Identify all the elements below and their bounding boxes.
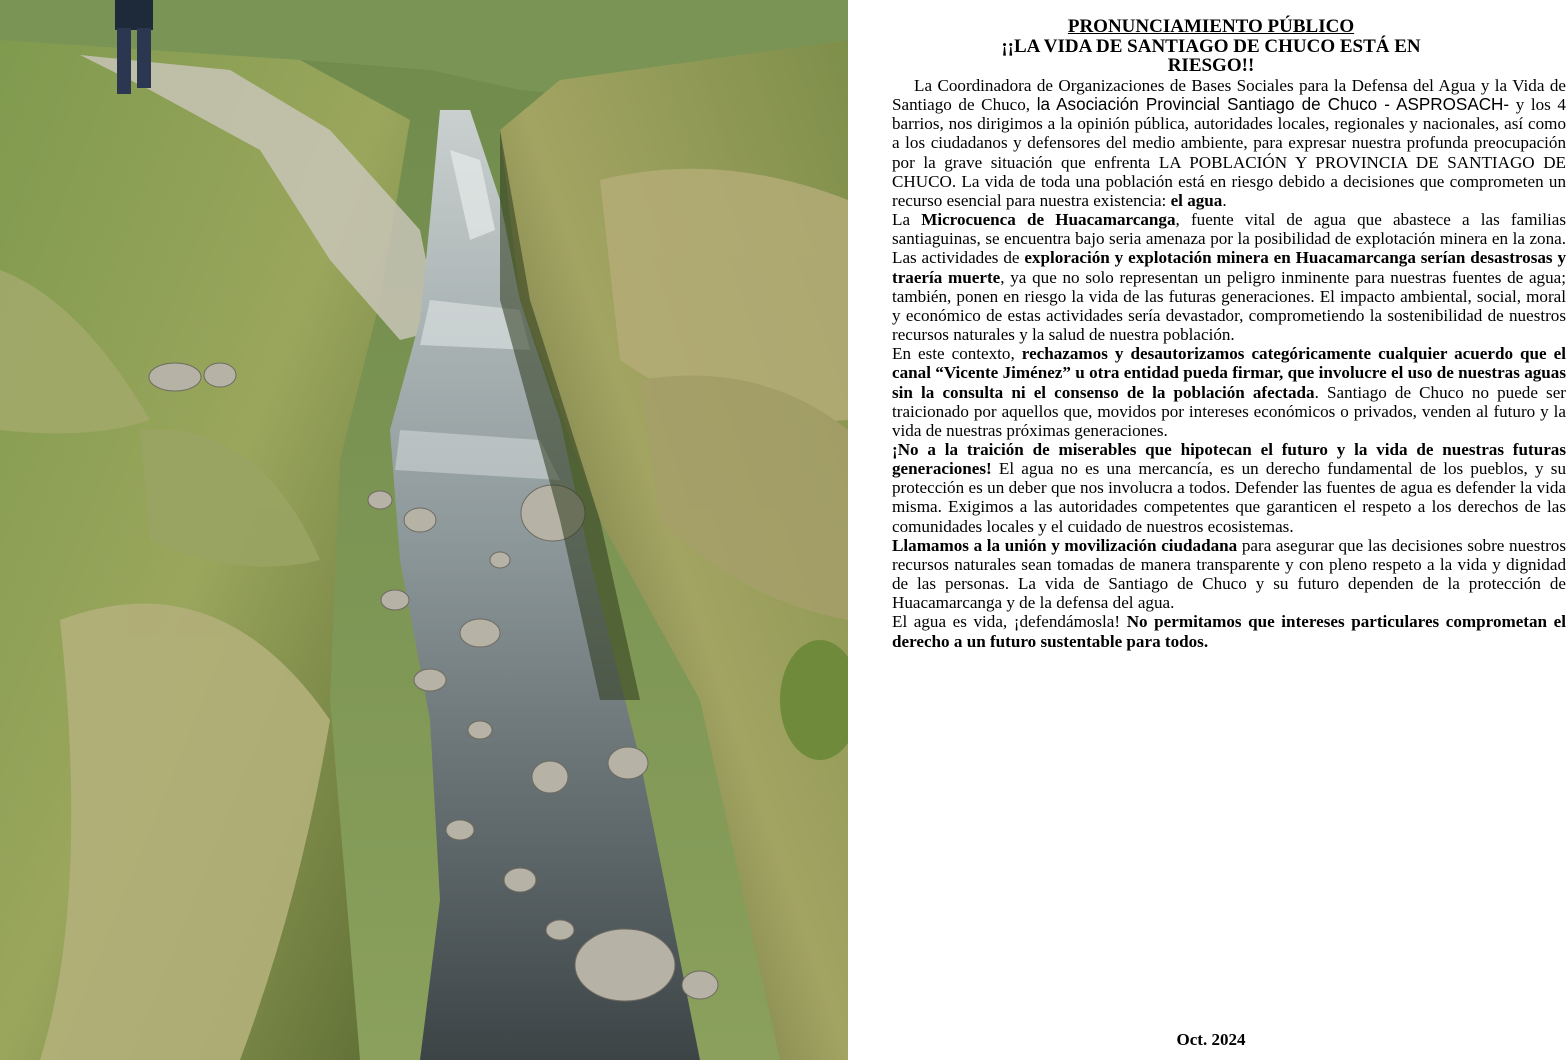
paragraph-5 — [892, 536, 1566, 613]
p2-text-c: , fuente vital de agua que abastece a las familias santiaguinas, se encuentra bajo seria amenaza por la posibilidad de explotación minera en la zona. Las actividades de — [892, 210, 1566, 268]
p2-text-e: , ya que no solo representan un peligro inminente para nuestras fuentes de agua; también, ponen en riesgo la vida de las futuras generaciones. El impacto ambiental, social, moral y económico de estas actividades sería devastador, comprometiendo la sostenibilidad de nuestros recursos naturales y la salud de nuestra población. — [892, 267, 1566, 345]
p1-text-a: La Coordinadora de Organizaciones de Bases Sociales para la Defensa del Agua y la Vida de Santiago de Chuco, — [892, 76, 1566, 115]
p2-text-b: Microcuenca de Huacamarcanga — [921, 210, 1176, 230]
p2-text-a: La — [892, 210, 922, 230]
p4-text-b: El agua no es una mercancía, es un derecho fundamental de los pueblos, y su protección es un deber que nos involucra a todos. Defender las fuentes de agua es defender la vida misma. Exigimos a las autoridades competentes que garanticen el respeto a los derechos de las comunidades locales y el cuidado de nuestros ecosistemas. — [892, 459, 1566, 536]
paragraph-1 — [892, 76, 1566, 210]
public-statement — [856, 0, 1566, 1060]
statement-subheading-line1: ¡¡LA VIDA DE SANTIAGO DE CHUCO ESTÁ EN — [1001, 36, 1421, 57]
p1-text-d: el agua — [1170, 190, 1223, 210]
statement-heading: PRONUNCIAMIENTO PÚBLICO — [1067, 16, 1355, 37]
p6-text-a: El agua es vida, ¡defendámosla! — [892, 612, 1127, 632]
p6-text-b: No permitamos que intereses particulares comprometan el derecho a un futuro sustentable para todos. — [892, 612, 1566, 651]
p3-text-c: . Santiago de Chuco no puede ser traicionado por aquellos que, movidos por intereses económicos o privados, venden al futuro y la vida de nuestras próximas generaciones. — [892, 382, 1566, 440]
paragraph-2 — [892, 210, 1566, 344]
p5-text-b: para asegurar que las decisiones sobre nuestros recursos naturales sean tomadas de manera transparente y con pleno respeto a la vida y dignidad de las personas. La vida de Santiago de Chuco y su futuro dependen de la protección de Huacamarcanga y de la defensa del agua. — [892, 535, 1566, 613]
p1-text-c: y los 4 barrios, nos dirigimos a la opinión pública, autoridades locales, regionales y nacionales, así como a los ciudadanos y defensores del medio ambiente, para expresar nuestra profunda preocupación por la grave situación que enfrenta LA POBLACIÓN Y PROVINCIA DE SANTIAGO DE CHUCO. La vida de toda una población está en riesgo debido a decisiones que comprometen un recurso esencial para nuestra existencia: — [892, 95, 1566, 210]
paragraph-4 — [892, 440, 1566, 536]
p5-text-a: Llamamos a la unión y movilización ciudadana — [892, 535, 1238, 555]
paragraph-3 — [892, 344, 1566, 440]
p1-text-b: la Asociación Provincial Santiago de Chuco - ASPROSACH- — [1036, 95, 1510, 115]
p3-text-a: En este contexto, — [892, 344, 1022, 364]
p2-text-d: exploración y explotación minera en Huacamarcanga serían desastrosas y traería muerte — [892, 248, 1566, 287]
p3-text-b: rechazamos y desautorizamos categóricamente cualquier acuerdo que el canal “Vicente Jiménez” u otra entidad pueda firmar, que involucre el uso de nuestras aguas sin la consulta ni el consenso de la población afectada — [892, 344, 1566, 402]
paragraph-6 — [892, 612, 1566, 650]
p1-text-e: . — [1222, 190, 1227, 210]
statement-date: Oct. 2024 — [1176, 1030, 1246, 1049]
statement-subheading-line2: RIESGO!! — [1167, 55, 1255, 76]
statement-body — [892, 76, 1566, 651]
p4-text-a: ¡No a la traición de miserables que hipotecan el futuro y la vida de nuestras futuras generaciones! — [892, 439, 1566, 479]
